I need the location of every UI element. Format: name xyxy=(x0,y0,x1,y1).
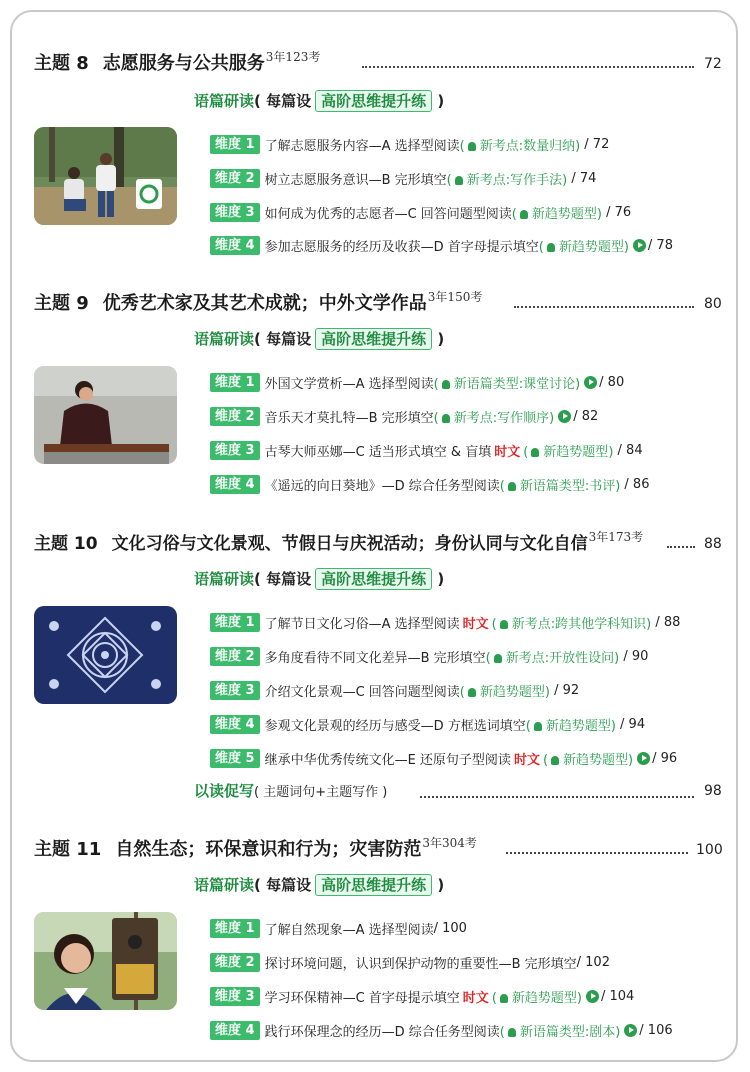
hot-topic-label: 时文 xyxy=(462,616,489,632)
lightbulb-icon xyxy=(500,620,508,629)
row-tag: 新考点:写作顺序 xyxy=(453,410,550,426)
row-page: / 84 xyxy=(617,442,643,458)
topic-photo xyxy=(34,127,177,225)
dimension-row[interactable]: 维度 1 外国文学赏析—A 选择型阅读 ( 新语篇类型:课堂讨论) / 80 xyxy=(210,371,624,393)
play-icon[interactable] xyxy=(558,410,571,423)
row-tag: 新趋势题型 xyxy=(479,684,545,700)
dot-leader xyxy=(667,546,695,548)
hot-topic-label: 时文 xyxy=(462,990,489,1006)
topic-heading xyxy=(34,288,724,322)
dot-leader xyxy=(514,306,694,308)
reading-section-line: 语篇研读( 每篇设 高阶思维提升练 ) xyxy=(194,876,445,894)
reading-note: 每篇设 xyxy=(266,876,312,894)
topic-photo xyxy=(34,606,177,704)
row-page: / 80 xyxy=(599,374,625,390)
reading-highlight: 高阶思维提升练 xyxy=(315,568,432,590)
reading-section-line: 语篇研读( 每篇设 高阶思维提升练 ) xyxy=(194,330,445,348)
dimension-row[interactable] xyxy=(210,917,467,939)
dot-leader xyxy=(362,66,694,68)
dimension-badge: 维度 2 xyxy=(210,407,260,426)
reading-highlight: 高阶思维提升练 xyxy=(315,874,432,896)
lightbulb-icon xyxy=(531,448,539,457)
dimension-row[interactable]: 维度 4 《遥远的向日葵地》—D 综合任务型阅读 ( 新语篇类型:书评) / 86 xyxy=(210,473,649,495)
row-title: 参观文化景观的经历与感受—D 方框选词填空 xyxy=(264,718,526,734)
topic-page[interactable]: 100 xyxy=(696,842,723,858)
row-tag: 新考点:写作手法 xyxy=(466,172,563,188)
lightbulb-icon xyxy=(468,142,476,151)
dimension-row[interactable]: 维度 4 参观文化景观的经历与感受—D 方框选词填空 ( 新趋势题型) / 94 xyxy=(210,713,645,735)
row-tag: 新趋势题型 xyxy=(563,752,629,768)
dimension-badge: 维度 4 xyxy=(210,475,260,494)
topic-page[interactable]: 72 xyxy=(704,56,722,72)
reading-section-line: 语篇研读( 每篇设 高阶思维提升练 ) xyxy=(194,570,445,588)
hot-topic-label: 时文 xyxy=(494,444,521,460)
row-page: / 100 xyxy=(433,920,467,936)
row-title: 外国文学赏析—A 选择型阅读 xyxy=(264,376,434,392)
topic-title: 志愿服务与公共服务 xyxy=(102,53,265,74)
topic-photo xyxy=(34,366,177,464)
row-tag: 新考点:数量归纳 xyxy=(479,138,576,154)
exam-frequency: 3年173考 xyxy=(588,530,644,544)
topic-page[interactable]: 88 xyxy=(704,536,722,552)
dimension-row[interactable]: 维度 2 音乐天才莫扎特—B 完形填空 ( 新考点:写作顺序) / 82 xyxy=(210,405,598,427)
writing-label: 以读促写 xyxy=(194,782,255,800)
lightbulb-icon xyxy=(508,1028,516,1037)
dimension-row[interactable]: 维度 4 参加志愿服务的经历及收获—D 首字母提示填空 ( 新趋势题型) / 78 xyxy=(210,234,673,256)
lightbulb-icon xyxy=(494,654,502,663)
row-tag: 新趋势题型 xyxy=(511,990,577,1006)
row-title: 如何成为优秀的志愿者—C 回答问题型阅读 xyxy=(264,206,512,222)
dimension-row[interactable]: 维度 1 了解节日文化习俗—A 选择型阅读 时文 ( 新考点:跨其他学科知识) / 88 xyxy=(210,611,680,633)
dot-leader xyxy=(506,852,688,854)
reading-label: 语篇研读 xyxy=(194,570,255,588)
row-page: / 74 xyxy=(571,170,597,186)
dimension-row[interactable]: 维度 3 古琴大师巫娜—C 适当形式填空 & 盲填 时文 ( 新趋势题型) / 84 xyxy=(210,439,643,461)
topic-heading xyxy=(34,528,724,562)
dimension-row[interactable]: 维度 3 如何成为优秀的志愿者—C 回答问题型阅读 ( 新趋势题型) / 76 xyxy=(210,201,631,223)
row-page: / 86 xyxy=(624,476,650,492)
dimension-row[interactable]: 维度 2 树立志愿服务意识—B 完形填空 ( 新考点:写作手法) / 74 xyxy=(210,167,596,189)
dimension-badge: 维度 2 xyxy=(210,647,260,666)
topic-photo xyxy=(34,912,177,1010)
dimension-badge: 维度 3 xyxy=(210,987,260,1006)
lightbulb-icon xyxy=(442,380,450,389)
dimension-badge: 维度 4 xyxy=(210,715,260,734)
lightbulb-icon xyxy=(551,756,559,765)
row-title: 了解志愿服务内容—A 选择型阅读 xyxy=(264,138,460,154)
dot-leader xyxy=(420,796,694,798)
row-title: 继承中华优秀传统文化—E 还原句子型阅读 xyxy=(264,752,511,768)
topic-title: 自然生态；环保意识和行为；灾害防范 xyxy=(115,839,422,860)
topic-number: 主题 8 xyxy=(34,53,89,74)
reading-label: 语篇研读 xyxy=(194,876,255,894)
dimension-badge: 维度 1 xyxy=(210,613,260,632)
dimension-badge: 维度 1 xyxy=(210,919,260,938)
dimension-badge: 维度 2 xyxy=(210,953,260,972)
row-title: 探讨环境问题，认识到保护动物的重要性—B 完形填空 xyxy=(264,956,577,972)
row-page: / 78 xyxy=(647,237,673,253)
reading-highlight: 高阶思维提升练 xyxy=(315,328,432,350)
play-icon[interactable] xyxy=(633,239,646,252)
topic-number: 主题 9 xyxy=(34,293,89,314)
dimension-row[interactable]: 维度 1 了解志愿服务内容—A 选择型阅读 ( 新考点:数量归纳) / 72 xyxy=(210,133,609,155)
row-tag: 新趋势题型 xyxy=(545,718,611,734)
topic-heading xyxy=(34,834,724,868)
lightbulb-icon xyxy=(547,243,555,252)
reading-note: 每篇设 xyxy=(266,570,312,588)
dimension-badge: 维度 2 xyxy=(210,169,260,188)
row-page: / 104 xyxy=(600,988,635,1004)
row-tag: 新考点:跨其他学科知识 xyxy=(511,616,647,632)
row-page: / 106 xyxy=(639,1022,673,1038)
lightbulb-icon xyxy=(534,722,542,731)
row-tag: 新语篇类型:课堂讨论 xyxy=(453,376,576,392)
row-tag: 新考点:开放性设问 xyxy=(505,650,615,666)
row-tag: 新趋势题型 xyxy=(531,206,597,222)
row-title: 树立志愿服务意识—B 完形填空 xyxy=(264,172,447,188)
row-page: / 92 xyxy=(554,682,580,698)
exam-frequency: 3年123考 xyxy=(265,50,321,64)
lightbulb-icon xyxy=(455,176,463,185)
row-page: / 82 xyxy=(573,408,599,424)
reading-section-line: 语篇研读( 每篇设 高阶思维提升练 ) xyxy=(194,92,445,110)
row-title: 音乐天才莫扎特—B 完形填空 xyxy=(264,410,434,426)
writing-page[interactable]: 98 xyxy=(704,783,722,799)
dimension-badge: 维度 1 xyxy=(210,373,260,392)
reading-note: 每篇设 xyxy=(266,92,312,110)
play-icon[interactable] xyxy=(637,752,650,765)
dimension-row[interactable]: 维度 3 学习环保精神—C 首字母提示填空 时文 ( 新趋势题型) / 104 xyxy=(210,985,634,1007)
play-icon[interactable] xyxy=(584,376,597,389)
dimension-badge: 维度 5 xyxy=(210,749,260,768)
row-page: / 76 xyxy=(606,204,632,220)
writing-note: ( 主题词句+主题写作 ) xyxy=(254,785,388,800)
topic-page[interactable]: 80 xyxy=(704,296,722,312)
lightbulb-icon xyxy=(442,414,450,423)
dimension-badge: 维度 4 xyxy=(210,236,260,255)
topic-heading xyxy=(34,48,724,82)
lightbulb-icon xyxy=(508,482,516,491)
exam-frequency: 3年304考 xyxy=(422,836,477,850)
row-page: / 94 xyxy=(620,716,646,732)
row-tag: 新趋势题型 xyxy=(558,239,624,255)
row-title: 《遥远的向日葵地》—D 综合任务型阅读 xyxy=(264,478,500,494)
play-icon[interactable] xyxy=(624,1024,637,1037)
row-title: 多角度看待不同文化差异—B 完形填空 xyxy=(264,650,486,666)
topic-title: 文化习俗与文化景观、节假日与庆祝活动；身份认同与文化自信 xyxy=(111,534,588,554)
row-title: 古琴大师巫娜—C 适当形式填空 & 盲填 xyxy=(264,444,492,460)
dimension-row[interactable]: 维度 4 践行环保理念的经历—D 综合任务型阅读 ( 新语篇类型:剧本) / 106 xyxy=(210,1019,673,1041)
exam-frequency: 3年150考 xyxy=(427,290,483,304)
row-page: / 102 xyxy=(576,954,610,970)
topic-number: 主题 10 xyxy=(34,534,98,554)
dimension-badge: 维度 4 xyxy=(210,1021,260,1040)
lightbulb-icon xyxy=(520,210,528,219)
lightbulb-icon xyxy=(468,688,476,697)
writing-section-line[interactable] xyxy=(194,780,387,801)
row-tag: 新语篇类型:剧本 xyxy=(519,1024,616,1040)
dimension-row[interactable]: 维度 5 继承中华优秀传统文化—E 还原句子型阅读 时文 ( 新趋势题型) / 96 xyxy=(210,747,677,769)
dimension-row[interactable] xyxy=(210,951,610,973)
hot-topic-label: 时文 xyxy=(513,752,540,768)
dimension-badge: 维度 1 xyxy=(210,135,260,154)
reading-label: 语篇研读 xyxy=(194,92,255,110)
dimension-row[interactable]: 维度 2 多角度看待不同文化差异—B 完形填空 ( 新考点:开放性设问) / 90 xyxy=(210,645,648,667)
row-title: 学习环保精神—C 首字母提示填空 xyxy=(264,990,460,1006)
row-page: / 90 xyxy=(623,648,649,664)
row-page: / 96 xyxy=(652,750,678,766)
dimension-badge: 维度 3 xyxy=(210,441,260,460)
row-page: / 88 xyxy=(655,614,681,630)
row-title: 践行环保理念的经历—D 综合任务型阅读 xyxy=(264,1024,500,1040)
topic-number: 主题 11 xyxy=(34,839,102,860)
reading-note: 每篇设 xyxy=(266,330,312,348)
reading-label: 语篇研读 xyxy=(194,330,255,348)
dimension-badge: 维度 3 xyxy=(210,681,260,700)
dimension-row[interactable]: 维度 3 介绍文化景观—C 回答问题型阅读 ( 新趋势题型) / 92 xyxy=(210,679,579,701)
topic-title: 优秀艺术家及其艺术成就；中外文学作品 xyxy=(102,293,427,314)
lightbulb-icon xyxy=(500,994,508,1003)
row-tag: 新趋势题型 xyxy=(543,444,609,460)
row-title: 了解节日文化习俗—A 选择型阅读 xyxy=(264,616,460,632)
reading-highlight: 高阶思维提升练 xyxy=(315,90,432,112)
row-title: 参加志愿服务的经历及收获—D 首字母提示填空 xyxy=(264,239,539,255)
row-page: / 72 xyxy=(584,136,610,152)
dimension-badge: 维度 3 xyxy=(210,203,260,222)
row-tag: 新语篇类型:书评 xyxy=(519,478,616,494)
row-title: 介绍文化景观—C 回答问题型阅读 xyxy=(264,684,460,700)
row-title: 了解自然现象—A 选择型阅读 xyxy=(264,922,434,938)
play-icon[interactable] xyxy=(586,990,599,1003)
